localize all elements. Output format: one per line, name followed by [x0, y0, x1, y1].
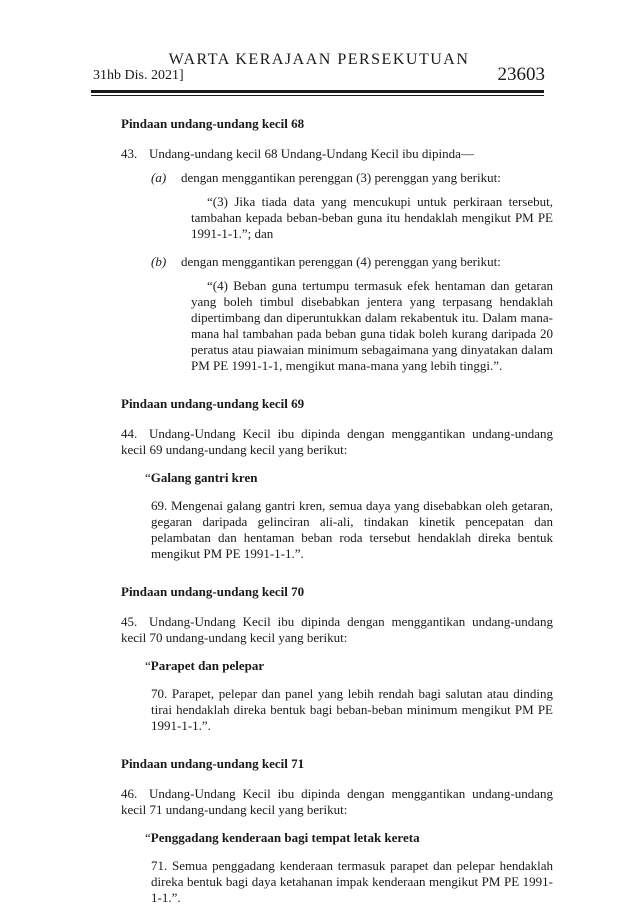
intro-text: Undang-Undang Kecil ibu dipinda dengan menggantikan undang-undang kecil 70 undang-undang kecil yang berikut:	[121, 614, 553, 645]
sub-body: 69. Mengenai galang gantri kren, semua daya yang disebabkan oleh getaran, gegaran daripada gelinciran ali-ali, tindakan kinetik pencepatan dan pelambatan dan hentaman beban roda tersebut hendaklah direka bentuk mengikut PM PE 1991-1-1.”.	[151, 498, 553, 561]
item-label: (a)	[151, 170, 167, 185]
sub-title-text: Penggadang kenderaan bagi tempat letak kereta	[150, 830, 420, 845]
gazette-title: WARTA KERAJAAN PERSEKUTUAN	[168, 51, 470, 68]
list-item	[151, 170, 553, 186]
sub-title-text: Galang gantri kren	[150, 470, 258, 485]
item-label: (b)	[151, 254, 167, 269]
page-number: 23603	[497, 64, 545, 85]
item-text: dengan menggantikan perenggan (3) perenggan yang berikut:	[181, 170, 501, 185]
section-69	[121, 396, 553, 562]
header-rule-thick	[91, 90, 544, 93]
sub-title	[145, 470, 553, 486]
section-intro	[121, 614, 553, 646]
section-70	[121, 584, 553, 734]
issue-date: 31hb Dis. 2021]	[93, 68, 184, 83]
list-item	[151, 254, 553, 270]
section-71	[121, 756, 553, 906]
sub-title	[145, 830, 553, 846]
sub-body: 70. Parapet, pelepar dan panel yang lebih rendah bagi salutan atau dinding tirai hendaklah direka bentuk bagi beban-beban minimum mengikut PM PE 1991-1-1.”.	[151, 686, 553, 733]
paragraph-number: 44.	[121, 426, 138, 441]
quoted-amendment: “(4) Beban guna tertumpu termasuk efek hentaman dan getaran yang boleh timbul disebabkan jentera yang terpasang hendaklah dipertimbang dan diperuntukkan dalam rekabentuk itu. Dalam mana-mana hal tambahan pada beban guna tidak boleh kurang daripada 20 peratus atau piawaian minimum sebagaimana yang dinyatakan dalam PM PE 1991-1-1, mengikut mana-mana yang lebih tinggi.”.	[191, 278, 553, 373]
paragraph-number: 45.	[121, 614, 138, 629]
paragraph-number: 43.	[121, 146, 138, 161]
sub-title	[145, 658, 553, 674]
item-text: dengan menggantikan perenggan (4) perenggan yang berikut:	[181, 254, 501, 269]
quoted-amendment: “(3) Jika tiada data yang mencukupi untuk perkiraan tersebut, tambahan kepada beban-beban guna itu hendaklah mengikut PM PE 1991-1-1.”; dan	[191, 194, 553, 241]
paragraph-number: 46.	[121, 786, 138, 801]
open-quote: “	[145, 658, 151, 673]
section-68	[121, 116, 553, 374]
sub-title-text: Parapet dan pelepar	[150, 658, 265, 673]
intro-text: Undang-Undang Kecil ibu dipinda dengan menggantikan undang-undang kecil 69 undang-undang kecil yang berikut:	[121, 426, 553, 457]
section-heading: Pindaan undang-undang kecil 69	[121, 396, 305, 411]
intro-text: Undang-undang kecil 68 Undang-Undang Kecil ibu dipinda—	[149, 146, 474, 161]
section-heading: Pindaan undang-undang kecil 68	[121, 116, 305, 131]
section-intro	[121, 426, 553, 458]
document-body	[121, 116, 553, 906]
sub-body: 71. Semua penggadang kenderaan termasuk parapet dan pelepar hendaklah direka bentuk bagi daya ketahanan impak kenderaan mengikut PM PE 1991-1-1.”.	[151, 858, 553, 905]
section-heading: Pindaan undang-undang kecil 71	[121, 756, 305, 771]
section-heading: Pindaan undang-undang kecil 70	[121, 584, 305, 599]
section-intro	[121, 146, 553, 162]
open-quote: “	[145, 830, 151, 845]
section-intro	[121, 786, 553, 818]
open-quote: “	[145, 470, 151, 485]
intro-text: Undang-Undang Kecil ibu dipinda dengan menggantikan undang-undang kecil 71 undang-undang kecil yang berikut:	[121, 786, 553, 817]
header-rule-thin	[91, 95, 544, 96]
